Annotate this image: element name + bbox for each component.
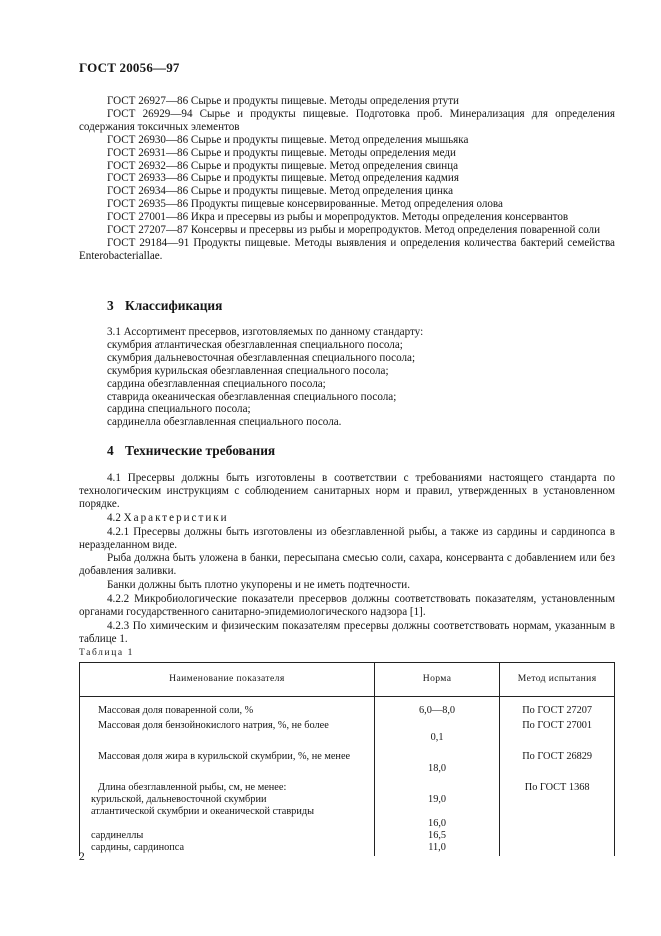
- column-header: Норма: [374, 663, 499, 697]
- list-item: скумбрия дальневосточная обезглавленная специального посола;: [107, 351, 416, 364]
- reference-item: ГОСТ 26933—86 Сырье и продукты пищевые. Метод определения кадмия: [107, 172, 459, 185]
- cell-name: Длина обезглавленной рыбы, см, не менее:: [98, 782, 287, 793]
- table-caption: Таблица 1: [79, 648, 135, 658]
- cell-norm: 6,0—8,0: [374, 697, 499, 718]
- reference-item: ГОСТ 26935—86 Продукты пищевые консервированные. Метод определения олова: [107, 198, 503, 211]
- section-heading-classification: [107, 298, 222, 314]
- paragraph: 4.2.2 Микробиологические показатели пресервов должны соответствовать показателям, установленным органами государственного санитарно-эпидемиологического надзора [1].: [79, 593, 615, 619]
- paragraph: Банки должны быть плотно укупорены и не иметь подтечности.: [107, 579, 410, 592]
- list-item: 3.1 Ассортимент пресервов, изготовляемых по данному стандарту:: [107, 326, 424, 338]
- paragraph: 4.1 Пресервы должны быть изготовлены в соответствии с требованиями настоящего стандарта по технологическим инструкциям с соблюдением санитарных норм и правил, утвержденных в установленном порядке.: [79, 472, 615, 510]
- list-item: скумбрия атлантическая обезглавленная специального посола;: [107, 338, 403, 351]
- section-number: 4: [107, 443, 114, 458]
- cell-name: сардины, сардинопса: [91, 842, 185, 853]
- cell-name: Массовая доля поваренной соли, %: [98, 705, 254, 716]
- table-row: [80, 794, 615, 806]
- table-row: [80, 744, 615, 775]
- table-row: [80, 830, 615, 842]
- indicators-table: [79, 662, 615, 856]
- cell-norm: 16,0: [374, 806, 499, 830]
- reference-item: ГОСТ 26929—94 Сырье и продукты пищевые. Подготовка проб. Минерализация для определения содержания токсичных элементов: [79, 107, 615, 133]
- reference-item: ГОСТ 27001—86 Икра и пресервы из рыбы и морепродуктов. Методы определения консервантов: [107, 211, 569, 224]
- section-title: Классификация: [125, 298, 223, 313]
- reference-item: ГОСТ 26934—86 Сырье и продукты пищевые. Метод определения цинка: [107, 185, 454, 198]
- cell-name: Массовая доля жира в курильской скумбрии, %, не менее: [98, 751, 351, 762]
- reference-item: ГОСТ 26927—86 Сырье и продукты пищевые. Методы определения ртути: [107, 95, 459, 107]
- cell-method: По ГОСТ 26829: [500, 744, 615, 775]
- cell-norm: 16,5: [374, 830, 499, 842]
- reference-item: ГОСТ 26932—86 Сырье и продукты пищевые. Метод определения свинца: [107, 159, 458, 172]
- cell-norm: [374, 775, 499, 794]
- reference-item: ГОСТ 27207—87 Консервы и пресервы из рыбы и морепродуктов. Метод определения поваренной соли: [107, 224, 601, 237]
- table-row: [80, 775, 615, 794]
- clause-title: Характеристики: [123, 511, 229, 524]
- table-row: [80, 842, 615, 856]
- section-heading-technical-requirements: [107, 443, 275, 459]
- paragraph: 4.2.1 Пресервы должны быть изготовлены из обезглавленной рыбы, а также из сардины и сардинопса в неразделанном виде.: [79, 525, 615, 551]
- assortment-list: [107, 326, 423, 429]
- reference-item: ГОСТ 29184—91 Продукты пищевые. Методы выявления и определения количества бактерий семейства Enterobacteriallae.: [79, 236, 615, 262]
- cell-name: атлантической скумбрии и океанической ставриды: [91, 806, 315, 817]
- list-item: сардина специального посола;: [107, 403, 251, 416]
- running-header: ГОСТ 20056—97: [79, 60, 180, 75]
- table-row: [80, 697, 615, 718]
- list-item: сардина обезглавленная специального посола;: [107, 377, 326, 390]
- section-number: 3: [107, 298, 114, 313]
- table-header-row: [80, 663, 615, 697]
- reference-item: ГОСТ 26931—86 Сырье и продукты пищевые. Методы определения меди: [107, 146, 456, 159]
- cell-norm: 18,0: [374, 744, 499, 775]
- cell-norm: 0,1: [374, 717, 499, 744]
- list-item: сардинелла обезглавленная специального посола.: [107, 416, 342, 429]
- paragraph: Рыба должна быть уложена в банки, пересыпана смесью соли, сахара, консерванта с добавлением или без добавления заливки.: [79, 552, 615, 578]
- paragraph: [79, 512, 615, 525]
- cell-method: По ГОСТ 27207: [500, 697, 615, 718]
- page-number: 2: [79, 851, 85, 863]
- list-item: ставрида океаническая обезглавленная специального посола;: [107, 390, 397, 403]
- clause-number: 4.2: [107, 511, 121, 524]
- section-title: Технические требования: [125, 443, 276, 458]
- cell-name: курильской, дальневосточной скумбрии: [91, 794, 267, 805]
- cell-method: По ГОСТ 1368: [500, 775, 615, 794]
- reference-item: ГОСТ 26930—86 Сырье и продукты пищевые. Метод определения мышьяка: [107, 133, 469, 146]
- column-header: Метод испытания: [500, 663, 615, 697]
- column-header: Наименование показателя: [80, 663, 375, 697]
- normative-references-list: [79, 95, 615, 263]
- cell-name: сардинеллы: [91, 830, 144, 841]
- cell-method: По ГОСТ 27001: [500, 717, 615, 744]
- cell-name: Массовая доля бензойнокислого натрия, %, не более: [98, 720, 329, 731]
- list-item: скумбрия курильская обезглавленная специального посола;: [107, 364, 389, 377]
- technical-requirements-text: [79, 472, 615, 647]
- table-row: [80, 717, 615, 744]
- cell-norm: 19,0: [374, 794, 499, 806]
- cell-norm: 11,0: [374, 842, 499, 856]
- table-row: [80, 806, 615, 830]
- paragraph: 4.2.3 По химическим и физическим показателям пресервы должны соответствовать нормам, указанным в таблице 1.: [79, 619, 615, 645]
